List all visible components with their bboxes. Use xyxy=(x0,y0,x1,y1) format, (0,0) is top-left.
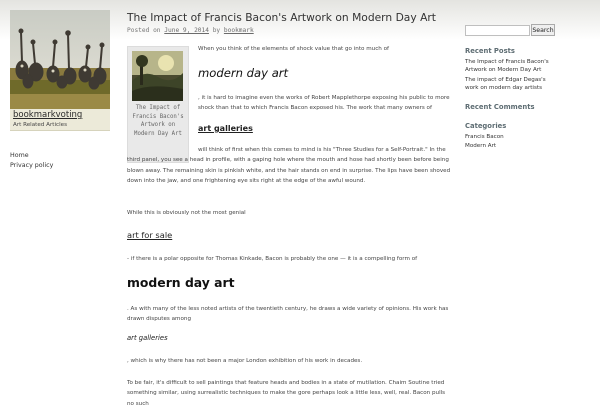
post-author-link[interactable]: bookmark xyxy=(223,27,254,34)
categories-title: Categories xyxy=(465,122,507,130)
heading-modern-day-art-2: modern day art xyxy=(127,275,235,290)
nav-item-home[interactable]: Home xyxy=(10,152,29,159)
post-title[interactable]: The Impact of Francis Bacon's Artwork on Modern Day Art xyxy=(127,11,436,24)
paragraph-1: When you think of the elements of shock value that go into much of xyxy=(198,46,390,52)
nav-item-privacy-policy[interactable]: Privacy policy xyxy=(10,162,54,169)
search-input[interactable] xyxy=(465,25,530,36)
paragraph-4: While this is obviously not the most genial xyxy=(127,210,246,216)
post-thumbnail-image[interactable] xyxy=(132,51,183,101)
site-title-link[interactable]: bookmarkvoting xyxy=(13,110,83,120)
recent-post-link-1[interactable]: The Impact of Francis Bacon's Artwork on Modern Day Art xyxy=(465,59,549,74)
link-art-for-sale[interactable]: art for sale xyxy=(127,230,173,240)
link-art-galleries-1[interactable]: art galleries xyxy=(198,124,253,133)
heading-modern-day-art-1: modern day art xyxy=(198,66,289,80)
paragraph-3: will think of first when this comes to mind is his "Three Studies for a Self-Portrait." In the third panel, you see a head in profile, with a gaping hole where the mouth and hose had shortly been before being blown away. The remaining skin is pinkish white, and the hair stands on end in surprise. The lips have been shoved down into the jaw, and one frightening eye sits right at the edge of the awful wound. xyxy=(127,147,451,184)
meta-by-label: by xyxy=(212,27,221,34)
paragraph-6: . As with many of the less noted artists of the twentieth century, he draws a wide variety of opinions. His work has drawn disputes among xyxy=(127,306,449,323)
paragraph-8: To be fair, it's difficult to sell paintings that feature heads and bodies in a state of mutilation. Chaim Soutine tried something similar, using surrealistic techniques to make the gore perhaps look a little less, well, real. Bacon pulls no such xyxy=(127,380,446,407)
site-branding xyxy=(10,10,110,131)
search-button[interactable]: Search xyxy=(531,24,555,36)
header-image-ostriches xyxy=(10,10,110,109)
category-link-modern-art[interactable]: Modern Art xyxy=(465,143,497,149)
thumbnail-caption: The Impact of Francis Bacon's Artwork on Modern Day Art xyxy=(132,105,184,137)
post-date-link[interactable]: June 9, 2014 xyxy=(164,27,209,34)
site-description: Art Related Articles xyxy=(13,122,67,128)
category-link-francis-bacon[interactable]: Francis Bacon xyxy=(465,134,504,140)
recent-comments-title: Recent Comments xyxy=(465,103,535,111)
meta-posted-label: Posted on xyxy=(127,27,161,34)
post-meta xyxy=(127,27,453,34)
main-navigation xyxy=(10,151,53,171)
recent-post-link-2[interactable]: The impact of Edgar Degas's work on modern day artists xyxy=(465,77,546,92)
paragraph-2: , it is hard to imagine even the works of Robert Mapplethorpe exposing his public to more shock than that to which Francis Bacon exposed his. The work that many owners of xyxy=(198,95,450,112)
paragraph-5: - if there is a polar opposite for Thomas Kinkade, Bacon is probably the one — it is a compelling form of xyxy=(127,256,418,262)
paragraph-7: , which is why there has not been a major London exhibition of his work in decades. xyxy=(127,358,363,364)
heading-art-galleries-2: art galleries xyxy=(127,334,168,342)
main-content xyxy=(127,10,453,407)
recent-posts-title: Recent Posts xyxy=(465,47,515,55)
site-title-box xyxy=(10,109,110,131)
